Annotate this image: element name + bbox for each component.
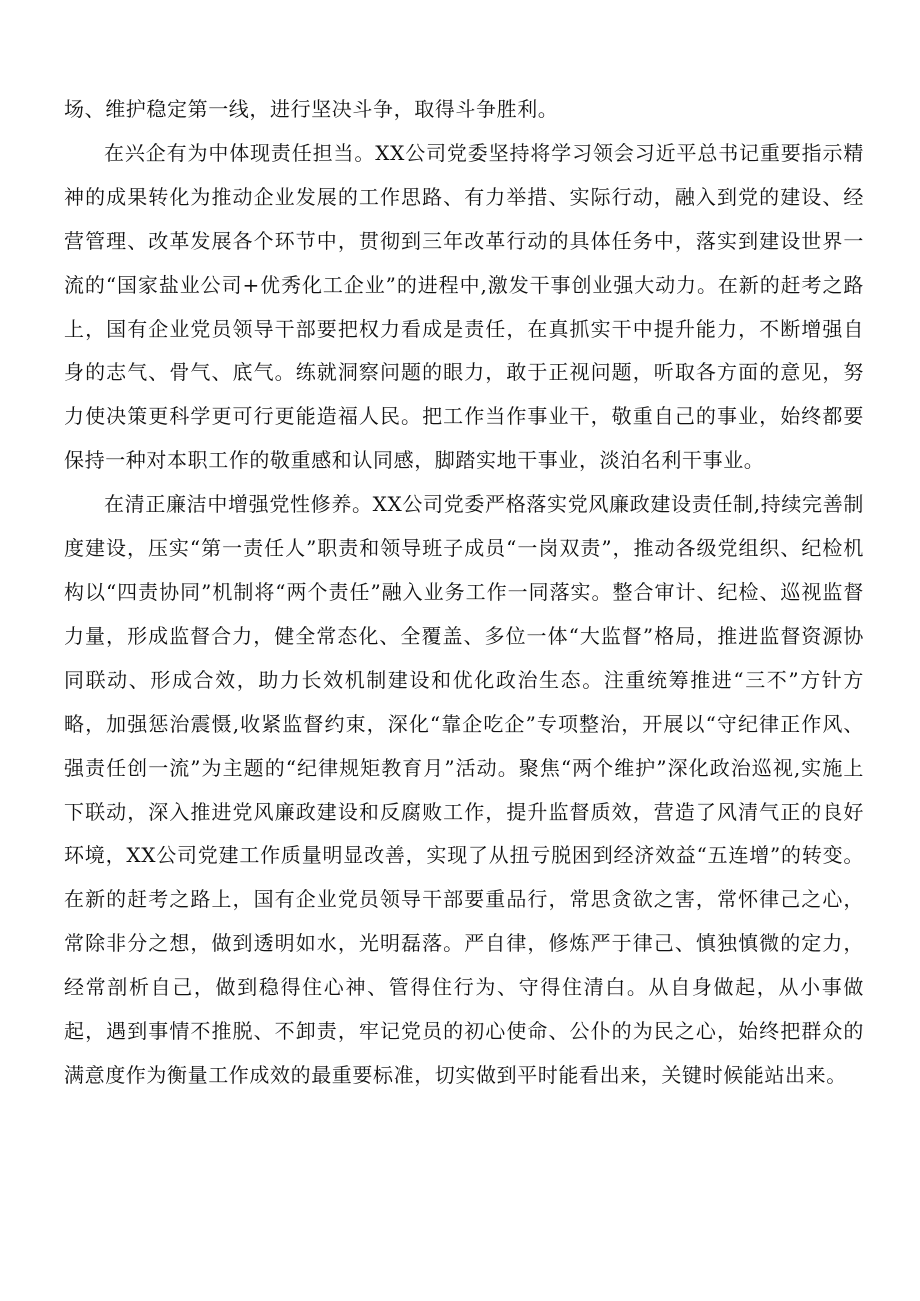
paragraph-continuation: 场、维护稳定第一线，进行坚决斗争，取得斗争胜利。 [64,97,559,121]
document-body [64,88,864,1098]
paragraph-responsibility: 在兴企有为中体现责任担当。XX公司党委坚持将学习领会习近平总书记重要指示精神的成果转化为推动企业发展的工作思路、有力举措、实际行动，融入到党的建设、经营管理、改革发展各个环节中，贯彻到三年改革行动的具体任务中，落实到建设世界一流的“国家盐业公司+优秀化工企业”的进程中,激发干事创业强大动力。在新的赶考之路上，国有企业党员领导干部要把权力看成是责任，在真抓实干中提升能力，不断增强自身的志气、骨气、底气。练就洞察问题的眼力，敢于正视问题，听取各方面的意见，努力使决策更科学更可行更能造福人民。把工作当作事业干，敬重自己的事业，始终都要保持一种对本职工作的敬重感和认同感，脚踏实地干事业，淡泊名利干事业。 [64,140,864,473]
paragraph-integrity: 在清正廉洁中增强党性修养。XX公司党委严格落实党风廉政建设责任制,持续完善制度建设，压实“第一责任人”职责和领导班子成员“一岗双责”，推动各级党组织、纪检机构以“四责协同”机制将“两个责任”融入业务工作一同落实。整合审计、纪检、巡视监督力量，形成监督合力，健全常态化、全覆盖、多位一体“大监督”格局，推进监督资源协同联动、形成合效，助力长效机制建设和优化政治生态。注重统筹推进“三不”方针方略，加强惩治震慑,收紧监督约束，深化“靠企吃企”专项整治，开展以“守纪律正作风、强责任创一流”为主题的“纪律规矩教育月”活动。聚焦“两个维护”深化政治巡视,实施上下联动，深入推进党风廉政建设和反腐败工作，提升监督质效，营造了风清气正的良好环境，XX公司党建工作质量明显改善，实现了从扭亏脱困到经济效益“五连增”的转变。在新的赶考之路上，国有企业党员领导干部要重品行，常思贪欲之害，常怀律己之心，常除非分之想，做到透明如水，光明磊落。严自律，修炼严于律己、慎独慎微的定力，经常剖析自己，做到稳得住心神、管得住行为、守得住清白。从自身做起，从小事做起，遇到事情不推脱、不卸责，牢记党员的初心使命、公仆的为民之心，始终把群众的满意度作为衡量工作成效的最重要标准，切实做到平时能看出来，关键时候能站出来。 [64,492,864,1087]
